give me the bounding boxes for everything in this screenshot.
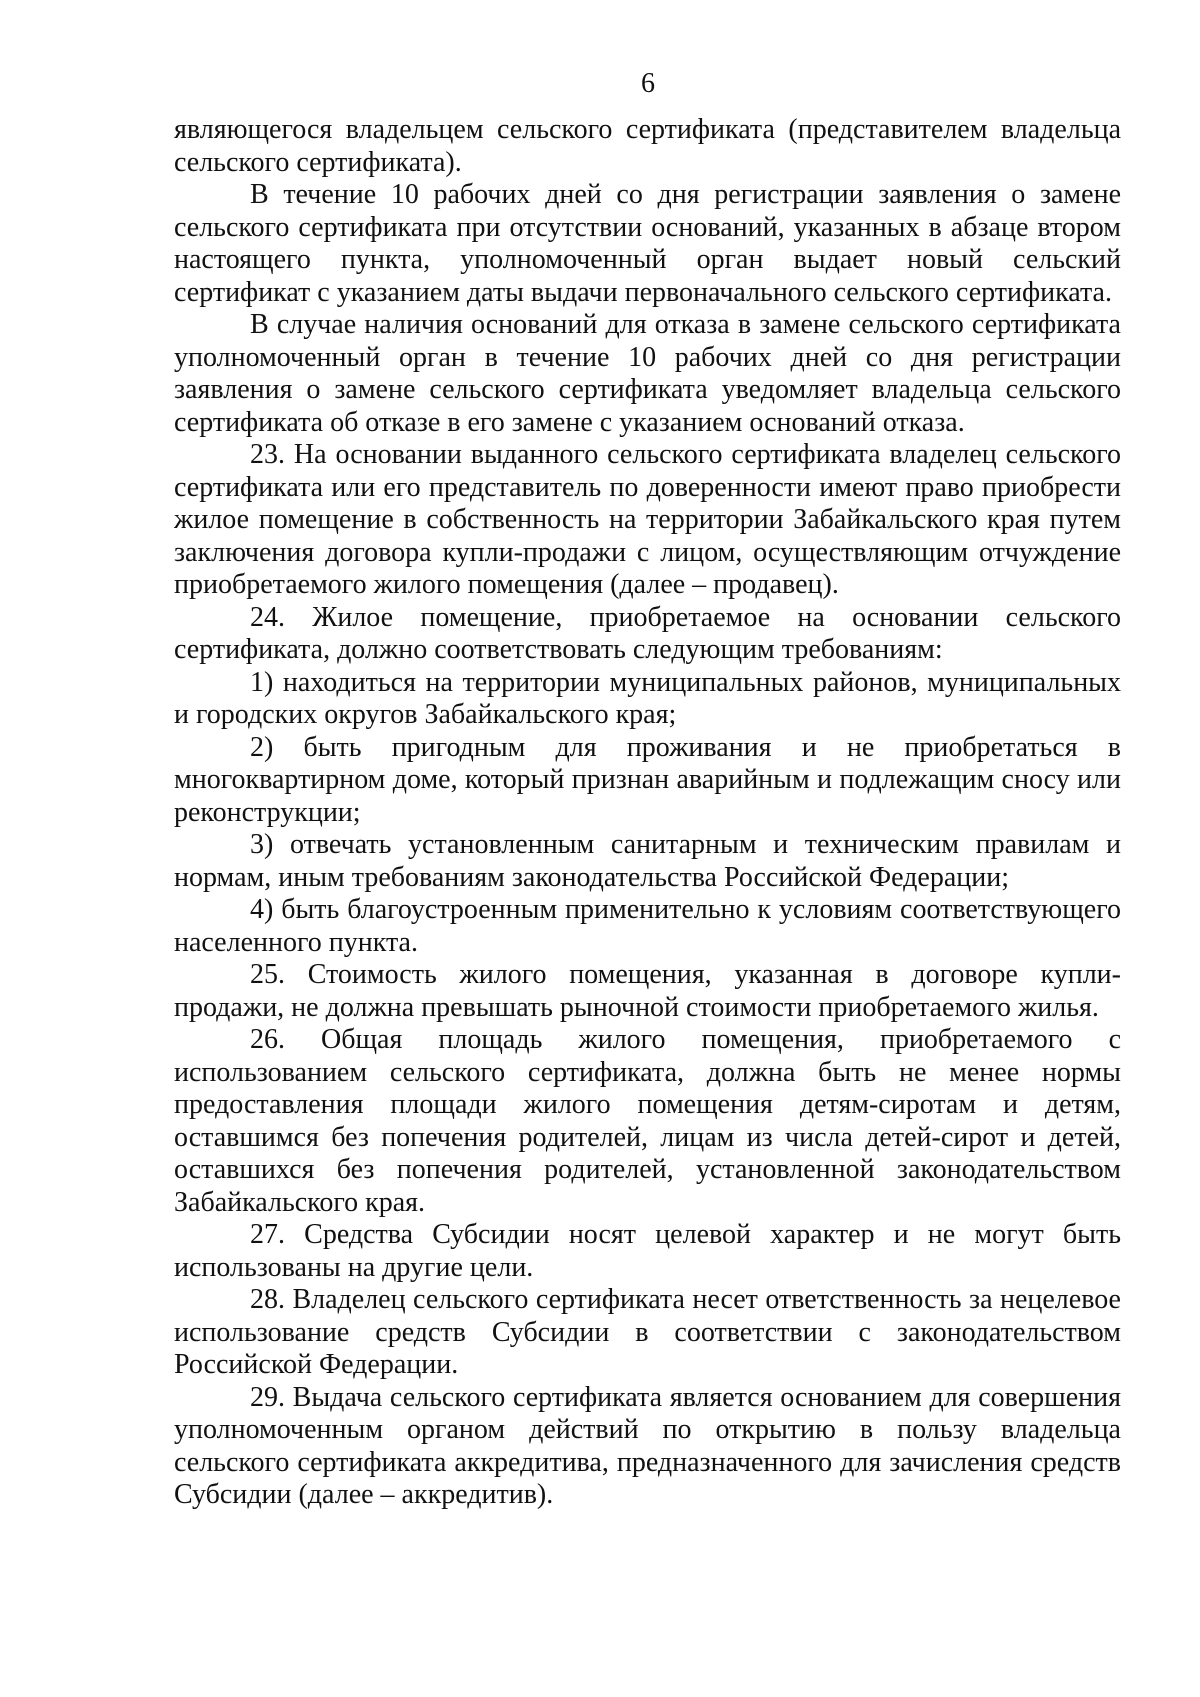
paragraph: В течение 10 рабочих дней со дня регистрации заявления о замене сельского сертификата при отсутствии оснований, указанных в абзаце втором настоящего пункта, уполномоченный орган выдает новый сельский сертификат с указанием даты выдачи первоначального сельского сертификата. [174, 179, 1121, 308]
paragraph: 1) находиться на территории муниципальных районов, муниципальных и городских округов Забайкальского края; [174, 666, 1121, 730]
paragraph: являющегося владельцем сельского сертификата (представителем владельца сельского сертификата). [174, 114, 1121, 178]
paragraph: 27. Средства Субсидии носят целевой характер и не могут быть использованы на другие цели. [174, 1219, 1121, 1283]
paragraph: 3) отвечать установленным санитарным и техническим правилам и нормам, иным требованиям законодательства Российской Федерации; [174, 829, 1121, 893]
paragraph: 23. На основании выданного сельского сертификата владелец сельского сертификата или его представитель по доверенности имеют право приобрести жилое помещение в собственность на территории Забайкальского края путем заключения договора купли-продажи с лицом, осуществляющим отчуждение приобретаемого жилого помещения (далее – продавец). [174, 439, 1121, 600]
paragraph: 29. Выдача сельского сертификата является основанием для совершения уполномоченным органом действий по открытию в пользу владельца сельского сертификата аккредитива, предназначенного для зачисления средств Субсидии (далее – аккредитив). [174, 1381, 1121, 1510]
paragraph: 4) быть благоустроенным применительно к условиям соответствующего населенного пункта. [174, 894, 1121, 958]
paragraph: 26. Общая площадь жилого помещения, приобретаемого с использованием сельского сертификата, должна быть не менее нормы предоставления площади жилого помещения детям-сиротам и детям, оставшимся без попечения родителей, лицам из числа детей-сирот и детей, оставшихся без попечения родителей, установленной законодательством Забайкальского края. [174, 1024, 1121, 1218]
document-body [174, 114, 1121, 1512]
paragraph: 2) быть пригодным для проживания и не приобретаться в многоквартирном доме, который признан аварийным и подлежащим сносу или реконструкции; [174, 731, 1121, 828]
paragraph: 25. Стоимость жилого помещения, указанная в договоре купли-продажи, не должна превышать рыночной стоимости приобретаемого жилья. [174, 959, 1121, 1023]
page-number: 6 [641, 68, 655, 99]
paragraph: В случае наличия оснований для отказа в замене сельского сертификата уполномоченный орган в течение 10 рабочих дней со дня регистрации заявления о замене сельского сертификата уведомляет владельца сельского сертификата об отказе в его замене с указанием оснований отказа. [174, 309, 1121, 438]
paragraph: 28. Владелец сельского сертификата несет ответственность за нецелевое использование средств Субсидии в соответствии с законодательством Российской Федерации. [174, 1284, 1121, 1380]
paragraph: 24. Жилое помещение, приобретаемое на основании сельского сертификата, должно соответствовать следующим требованиям: [174, 601, 1121, 665]
